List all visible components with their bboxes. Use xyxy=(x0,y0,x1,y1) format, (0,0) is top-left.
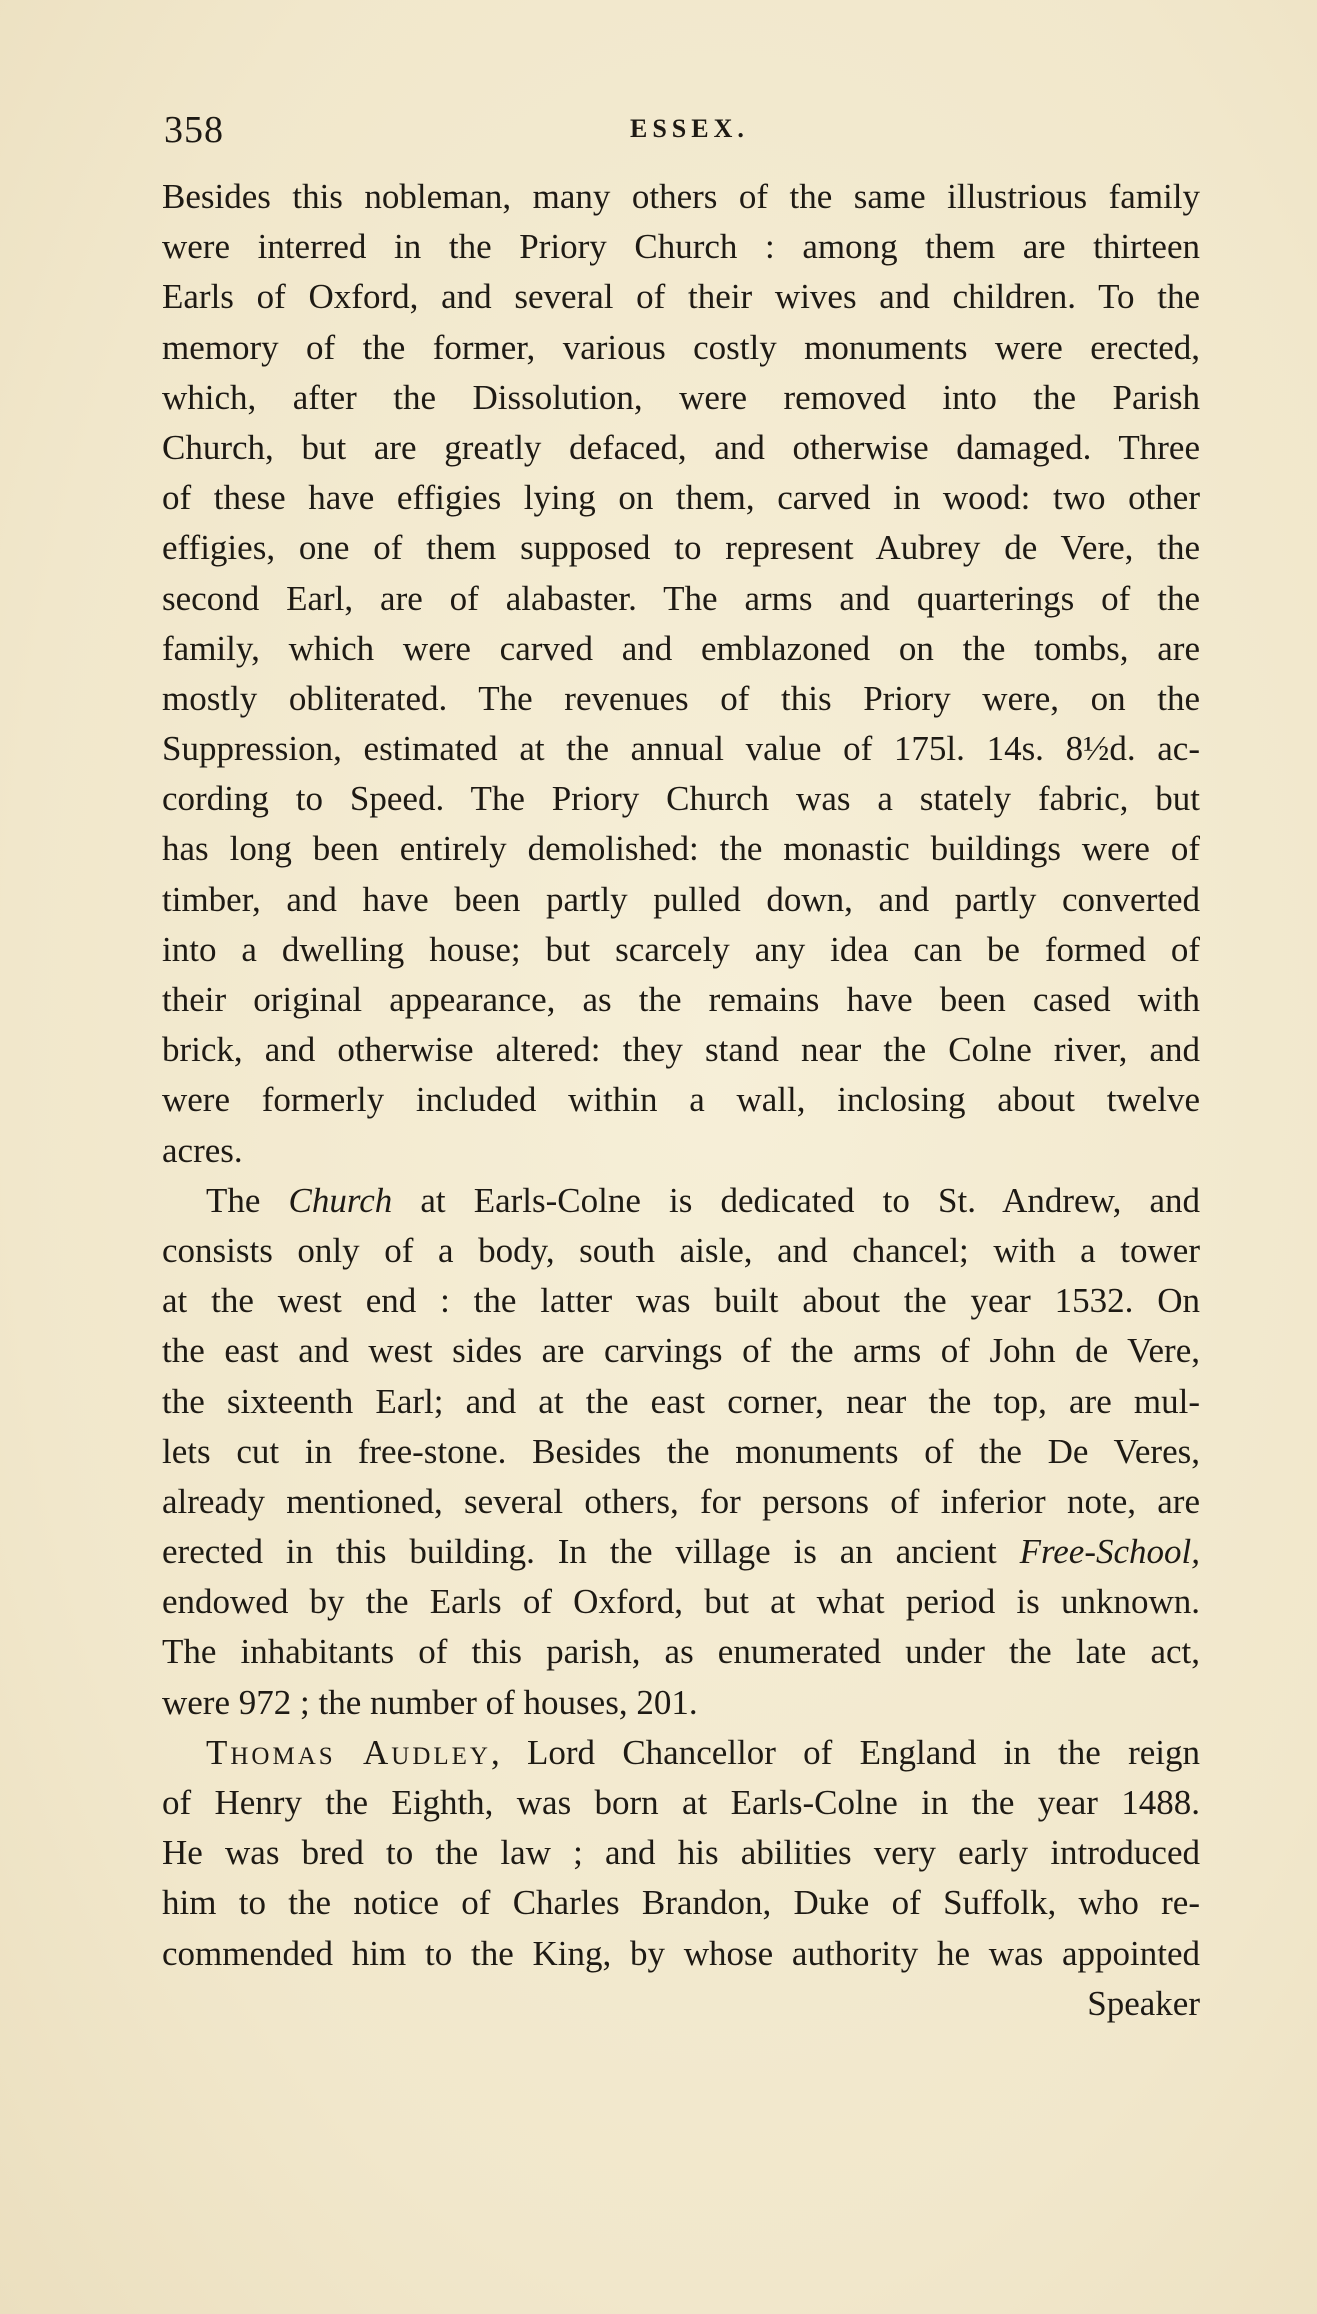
text-line: has long been entirely demolished: the monastic buildings were of xyxy=(162,829,1200,869)
running-head: ESSEX. xyxy=(630,114,749,143)
text-line: cording to Speed. The Priory Church was a stately fabric, but xyxy=(162,779,1200,819)
body-text xyxy=(162,172,1200,2029)
text-line: were interred in the Priory Church : among them are thirteen xyxy=(162,227,1200,267)
text-span: at Earls-Colne is dedicated to St. Andrew, and xyxy=(392,1180,1200,1220)
text-line: second Earl, are of alabaster. The arms and quarterings of the xyxy=(162,578,1200,618)
text-line: family, which were carved and emblazoned on the tombs, are xyxy=(162,628,1200,668)
text-line: consists only of a body, south aisle, and chancel; with a tower xyxy=(162,1230,1200,1270)
text-line: acres. xyxy=(162,1130,243,1170)
italic-term-church: Church xyxy=(288,1180,393,1220)
italic-term-free-school: Free-School, xyxy=(1019,1532,1200,1572)
text-line: Earls of Oxford, and several of their wives and children. To the xyxy=(162,277,1200,317)
text-line: their original appearance, as the remains have been cased with xyxy=(162,980,1200,1019)
text-span: erected in this building. In the village is an ancient xyxy=(162,1532,1020,1572)
text-line: were 972 ; the number of houses, 201. xyxy=(162,1682,698,1722)
text-line: Suppression, estimated at the annual value of 175l. 14s. 8½d. ac- xyxy=(162,729,1200,769)
text-line: Besides this nobleman, many others of the same illustrious family xyxy=(162,177,1200,216)
text-line: him to the notice of Charles Brandon, Duke of Suffolk, who re- xyxy=(162,1883,1200,1923)
text-line: which, after the Dissolution, were removed into the Parish xyxy=(162,377,1200,417)
text-line: the sixteenth Earl; and at the east corner, near the top, are mul- xyxy=(162,1381,1200,1421)
text-line: endowed by the Earls of Oxford, but at what period is unknown. xyxy=(162,1582,1200,1622)
text-line: into a dwelling house; but scarcely any idea can be formed of xyxy=(162,929,1200,969)
paragraph-audley-start xyxy=(162,1728,1200,1778)
text-line: of these have effigies lying on them, carved in wood: two other xyxy=(162,478,1200,518)
paragraph-church-start xyxy=(162,1176,1200,1226)
text-line: memory of the former, various costly monuments were erected, xyxy=(162,327,1200,367)
page-header xyxy=(160,108,1200,151)
text-line: were formerly included within a wall, inclosing about twelve xyxy=(162,1080,1200,1120)
person-name-first: Thomas xyxy=(206,1732,336,1772)
text-line: The inhabitants of this parish, as enumerated under the late act, xyxy=(162,1632,1200,1672)
text-span: , Lord Chancellor of England in the reign xyxy=(490,1732,1200,1772)
text-line: the east and west sides are carvings of the arms of John de Vere, xyxy=(162,1331,1200,1371)
text-line: already mentioned, several others, for persons of inferior note, are xyxy=(162,1481,1200,1521)
text-line: effigies, one of them supposed to represent Aubrey de Vere, the xyxy=(162,528,1200,568)
text-line: lets cut in free-stone. Besides the monuments of the De Veres, xyxy=(162,1431,1200,1471)
text-line: commended him to the King, by whose authority he was appointed xyxy=(162,1933,1200,1973)
person-name-last: Audley xyxy=(362,1732,491,1772)
text-line: Church, but are greatly defaced, and otherwise damaged. Three xyxy=(162,427,1200,467)
text-line: timber, and have been partly pulled down, and partly converted xyxy=(162,879,1200,919)
text-line: of Henry the Eighth, was born at Earls-Colne in the year 1488. xyxy=(162,1783,1200,1822)
text-line: at the west end : the latter was built about the year 1532. On xyxy=(162,1281,1200,1321)
text-line: mostly obliterated. The revenues of this Priory were, on the xyxy=(162,678,1200,718)
text-span: The xyxy=(206,1180,289,1220)
text-line: He was bred to the law ; and his abilities very early introduced xyxy=(162,1833,1200,1873)
page-number: 358 xyxy=(164,109,224,151)
catchword: Speaker xyxy=(1087,1983,1200,2023)
text-line-free-school xyxy=(162,1527,1200,1577)
text-line: brick, and otherwise altered: they stand near the Colne river, and xyxy=(162,1030,1200,1070)
